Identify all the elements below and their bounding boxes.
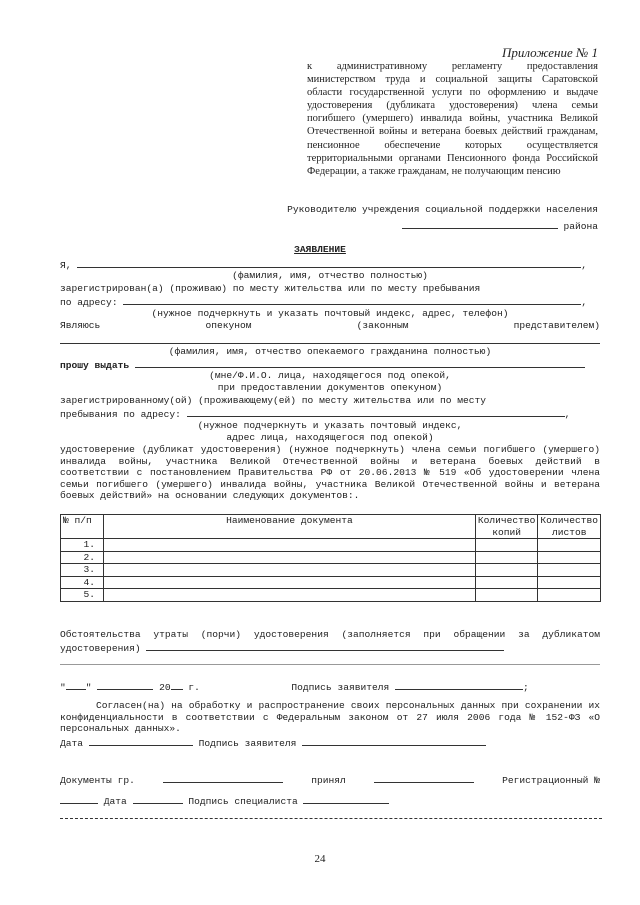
address-hint: (нужное подчеркнуть и указать почтовый индекс, адрес, телефон) (151, 308, 509, 319)
table-row[interactable] (61, 576, 601, 589)
table-row[interactable] (61, 564, 601, 577)
table-row[interactable] (61, 589, 601, 602)
received-sign-row (60, 794, 600, 808)
accepted-label: принял (311, 775, 346, 786)
request-hint-2: при предоставлении документов опекуном) (217, 382, 443, 393)
consent-date-label: Дата (60, 738, 84, 749)
table-row[interactable] (61, 539, 601, 552)
docs-label: Документы гр. (60, 775, 135, 786)
col-copies-header: Количество копий (475, 515, 538, 539)
annex-title: Приложение № 1 (501, 45, 598, 60)
addressee-line: Руководителю учреждения социальной поддержки населения (287, 204, 598, 215)
address2-label: пребывания по адресу: (60, 409, 181, 420)
accepted-field[interactable] (374, 773, 474, 783)
received-date-label: Дата (103, 796, 127, 807)
addressee-district (402, 219, 598, 233)
col-sheets-header: Количество листов (538, 515, 601, 539)
day-field[interactable] (66, 680, 86, 690)
year-suffix: г. (188, 682, 200, 693)
consent-sign-label: Подпись заявителя (198, 738, 297, 749)
quote-open: " (60, 682, 66, 693)
page-number: 24 (314, 853, 326, 865)
loss-text (60, 629, 600, 654)
request-hint-1: (мне/Ф.И.О. лица, находящегося под опекой, (209, 370, 451, 381)
applicant-signature-field[interactable] (395, 680, 523, 690)
guardian-row (60, 320, 600, 332)
loss-field-line[interactable] (60, 664, 600, 665)
registered-text: зарегистрирован(а) (проживаю) по месту жительства или по месту пребывания (60, 283, 481, 294)
district-field[interactable] (402, 219, 558, 229)
registered2-line1: зарегистрированному(ой) (проживающему(ей) по месту жительства или по месту (60, 395, 487, 406)
consent-date-field[interactable] (89, 736, 193, 746)
specialist-sign-field[interactable] (303, 794, 389, 804)
signature-row (60, 680, 600, 694)
district-label: района (563, 221, 598, 232)
col-num-header: № п/п (61, 515, 104, 539)
applicant-fio-hint: (фамилия, имя, отчество полностью) (232, 270, 428, 281)
guardian-word-3: (законным (356, 320, 409, 331)
form-heading: ЗАЯВЛЕНИЕ (294, 244, 346, 255)
loss-field[interactable] (146, 641, 504, 651)
certificate-text: удостоверение (дубликат удостоверения) (нужное подчеркнуть) члена семьи погибшего (умершего) инвалида войны, участника Великой Отечественной войны и ветерана боевых действий в соответствии с постановлением Правительства РФ от 20.06.2013 № 519 «Об удостоверении члена семьи погибшего (умершего) инвалида войны, участника Великой Отечественной войны и ветерана боевых действий» на основании следующих документов:. (60, 444, 600, 501)
year-prefix: 20 (159, 682, 171, 693)
applicant-row: Я, , (60, 260, 588, 271)
address2-hint-2: адрес лица, находящегося под опекой) (226, 432, 434, 443)
row-num: 4. (61, 576, 104, 589)
applicant-signature-label: Подпись заявителя (291, 682, 390, 693)
reg-number-field[interactable] (60, 794, 98, 804)
year-field[interactable] (171, 680, 183, 690)
table-row[interactable] (61, 551, 601, 564)
documents-table (60, 514, 601, 602)
consent-text: Согласен(на) на обработку и распространение своих персональных данных при сохранении их конфиденциальности в соответствии с Федеральным законом от 27 июля 2006 года № 152-ФЗ «О персональных данных». (60, 700, 600, 734)
ward-name-field[interactable] (60, 343, 600, 344)
address-label: по адресу: (60, 297, 118, 308)
guardian-word-2: опекуном (205, 320, 252, 331)
guardian-word-4: представителем) (513, 320, 600, 331)
quote-close: " (85, 682, 92, 693)
row-num: 3. (61, 564, 104, 577)
docs-person-field[interactable] (163, 773, 283, 783)
cut-line (60, 818, 602, 819)
applicant-name-field[interactable] (77, 258, 581, 268)
loss-label: Обстоятельства утраты (порчи) удостоверения (заполняется при обращении за дубликатом удостоверения) (60, 629, 600, 654)
address2-row: пребывания по адресу: , (60, 409, 571, 420)
address2-hint-1: (нужное подчеркнуть и указать почтовый индекс, (197, 420, 463, 431)
address2-field[interactable] (187, 407, 565, 417)
row-num: 2. (61, 551, 104, 564)
row-num: 1. (61, 539, 104, 552)
consent-sign-row (60, 736, 600, 750)
reg-label: Регистрационный № (502, 775, 600, 786)
request-label: прошу выдать (60, 360, 130, 371)
consent-sign-field[interactable] (302, 736, 486, 746)
recipient-field[interactable] (135, 358, 585, 368)
received-date-field[interactable] (133, 794, 183, 804)
received-row (60, 773, 600, 787)
table-header (61, 515, 601, 539)
row-num: 5. (61, 589, 104, 602)
address-row: по адресу: , (60, 297, 588, 308)
month-field[interactable] (97, 680, 153, 690)
i-label: Я, (60, 260, 72, 271)
col-name-header: Наименование документа (104, 515, 476, 539)
specialist-sign-label: Подпись специалиста (188, 796, 298, 807)
ward-hint: (фамилия, имя, отчество опекаемого гражданина полностью) (168, 346, 492, 357)
address-field[interactable] (123, 295, 581, 305)
annex-text: к административному регламенту предоставления министерством труда и социальной защиты Саратовской области государственной услуги по оформлению и выдаче удостоверения (дубликата удостоверения) члена семьи погибшего (умершего) инвалида войны, участника Великой Отечественной войны и ветерана боевых действий гражданам, пенсионное обеспечение которых осуществляется территориальными органами Пенсионного фонда Российской Федерации, а также гражданам, не получающим пенсию (307, 61, 598, 177)
guardian-word-1: Являюсь (60, 320, 101, 331)
signature-end: ; (523, 682, 529, 693)
